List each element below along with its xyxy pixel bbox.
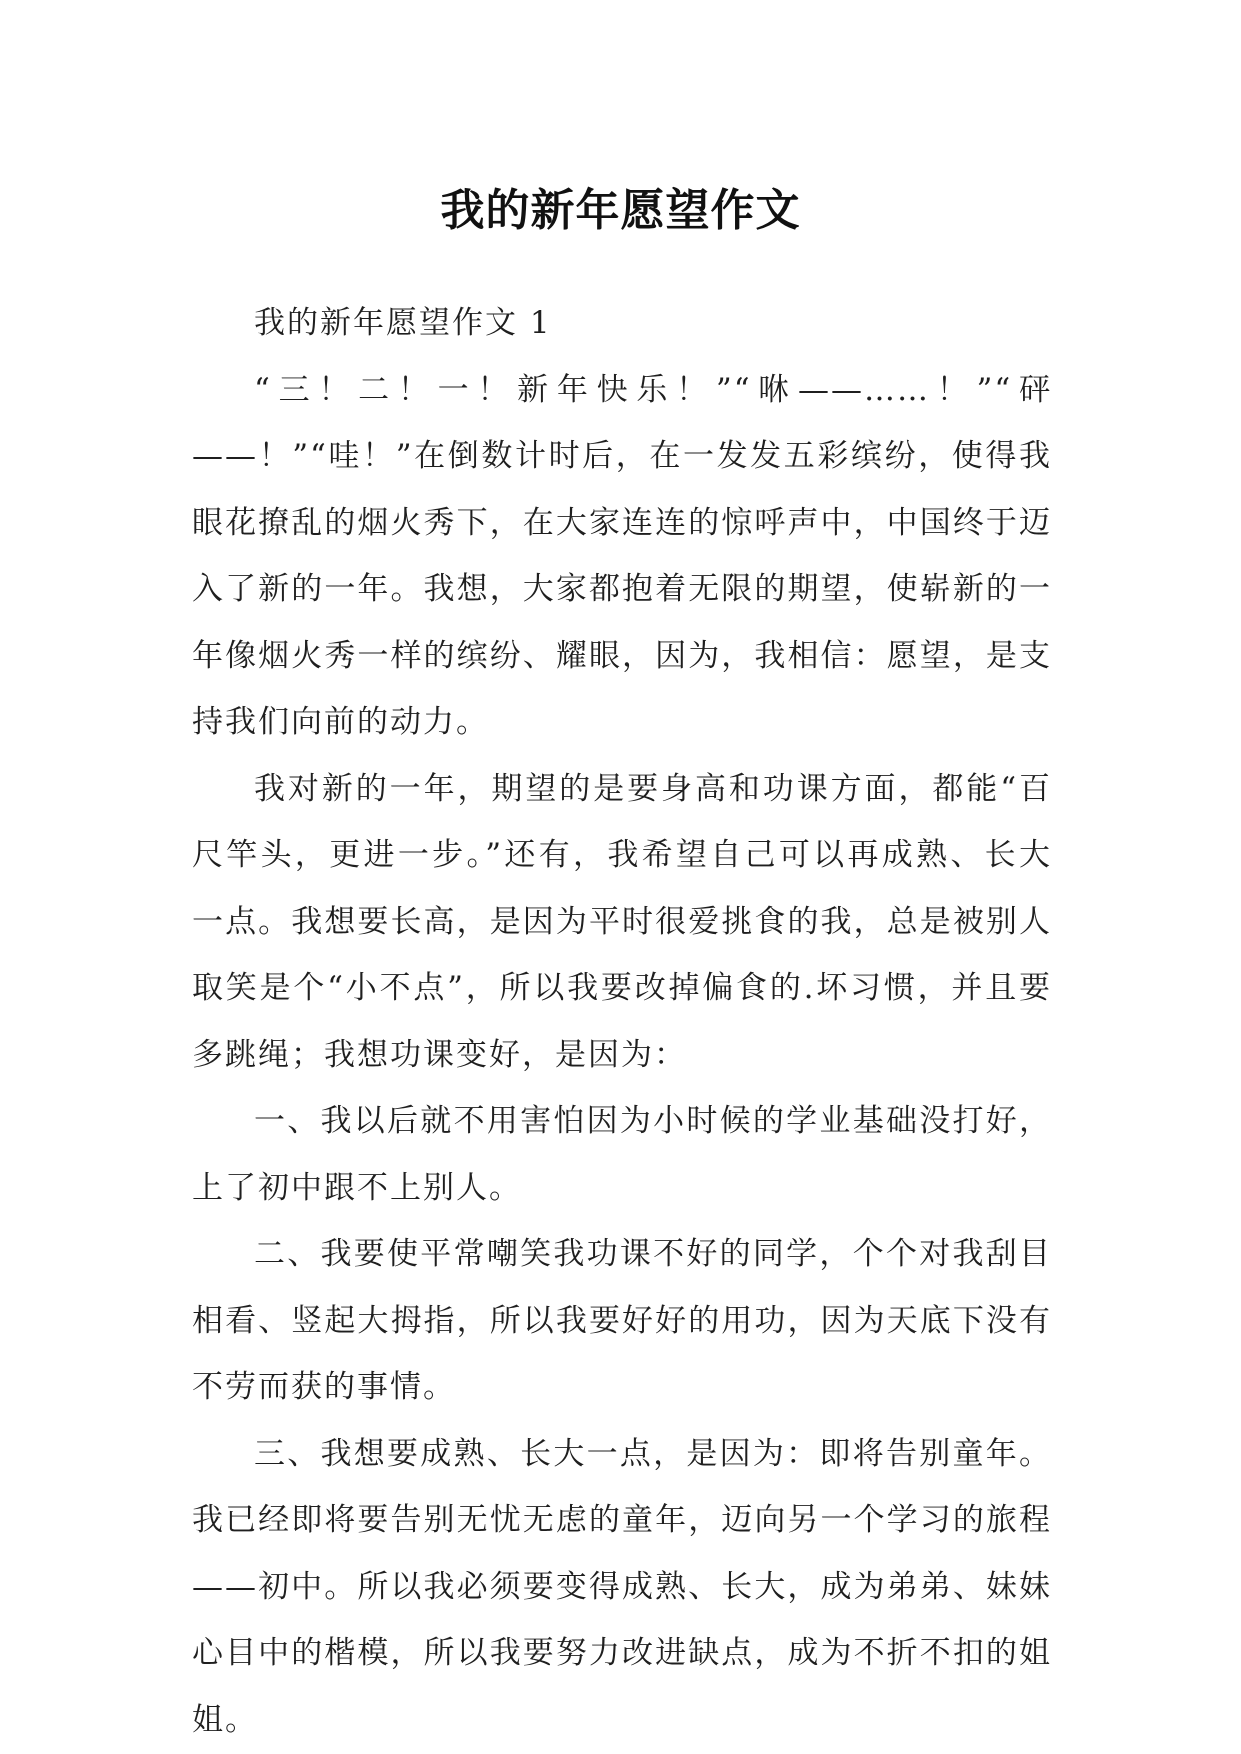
document-title: 我的新年愿望作文 — [440, 185, 801, 237]
paragraph-reason-three: 三、我想要成熟、长大一点，是因为：即将告别童年。我已经即将要告别无忧无虑的童年，迈向另一个学习的旅程——初中。所以我必须要变得成熟、长大，成为弟弟、妹妹心目中的楷模，所以我要努力改进缺点，成为不折不扣的姐姐。 — [192, 1435, 1052, 1738]
paragraph-intro: “三！二！一！新年快乐！”“咻——……！”“砰——！”“哇！”在倒数计时后，在一发发五彩缤纷，使得我眼花撩乱的烟火秀下，在大家连连的惊呼声中，中国终于迈入了新的一年。我想，大家都抱着无限的期望，使崭新的一年像烟火秀一样的缤纷、耀眼，因为，我相信：愿望，是支持我们向前的动力。 — [192, 371, 1052, 740]
paragraph-reason-one: 一、我以后就不用害怕因为小时候的学业基础没打好，上了初中跟不上别人。 — [192, 1103, 1052, 1206]
document-body — [192, 290, 1052, 1753]
paragraph-reason-two: 二、我要使平常嘲笑我功课不好的同学，个个对我刮目相看、竖起大拇指，所以我要好好的用功，因为天底下没有不劳而获的事情。 — [192, 1236, 1052, 1405]
paragraph-wishes: 我对新的一年，期望的是要身高和功课方面，都能“百尺竿头，更进一步。”还有，我希望自己可以再成熟、长大一点。我想要长高，是因为平时很爱挑食的我，总是被别人取笑是个“小不点”，所以我要改掉偏食的.坏习惯，并且要多跳绳；我想功课变好，是因为： — [192, 770, 1052, 1073]
essay-subtitle: 我的新年愿望作文 1 — [254, 305, 552, 341]
